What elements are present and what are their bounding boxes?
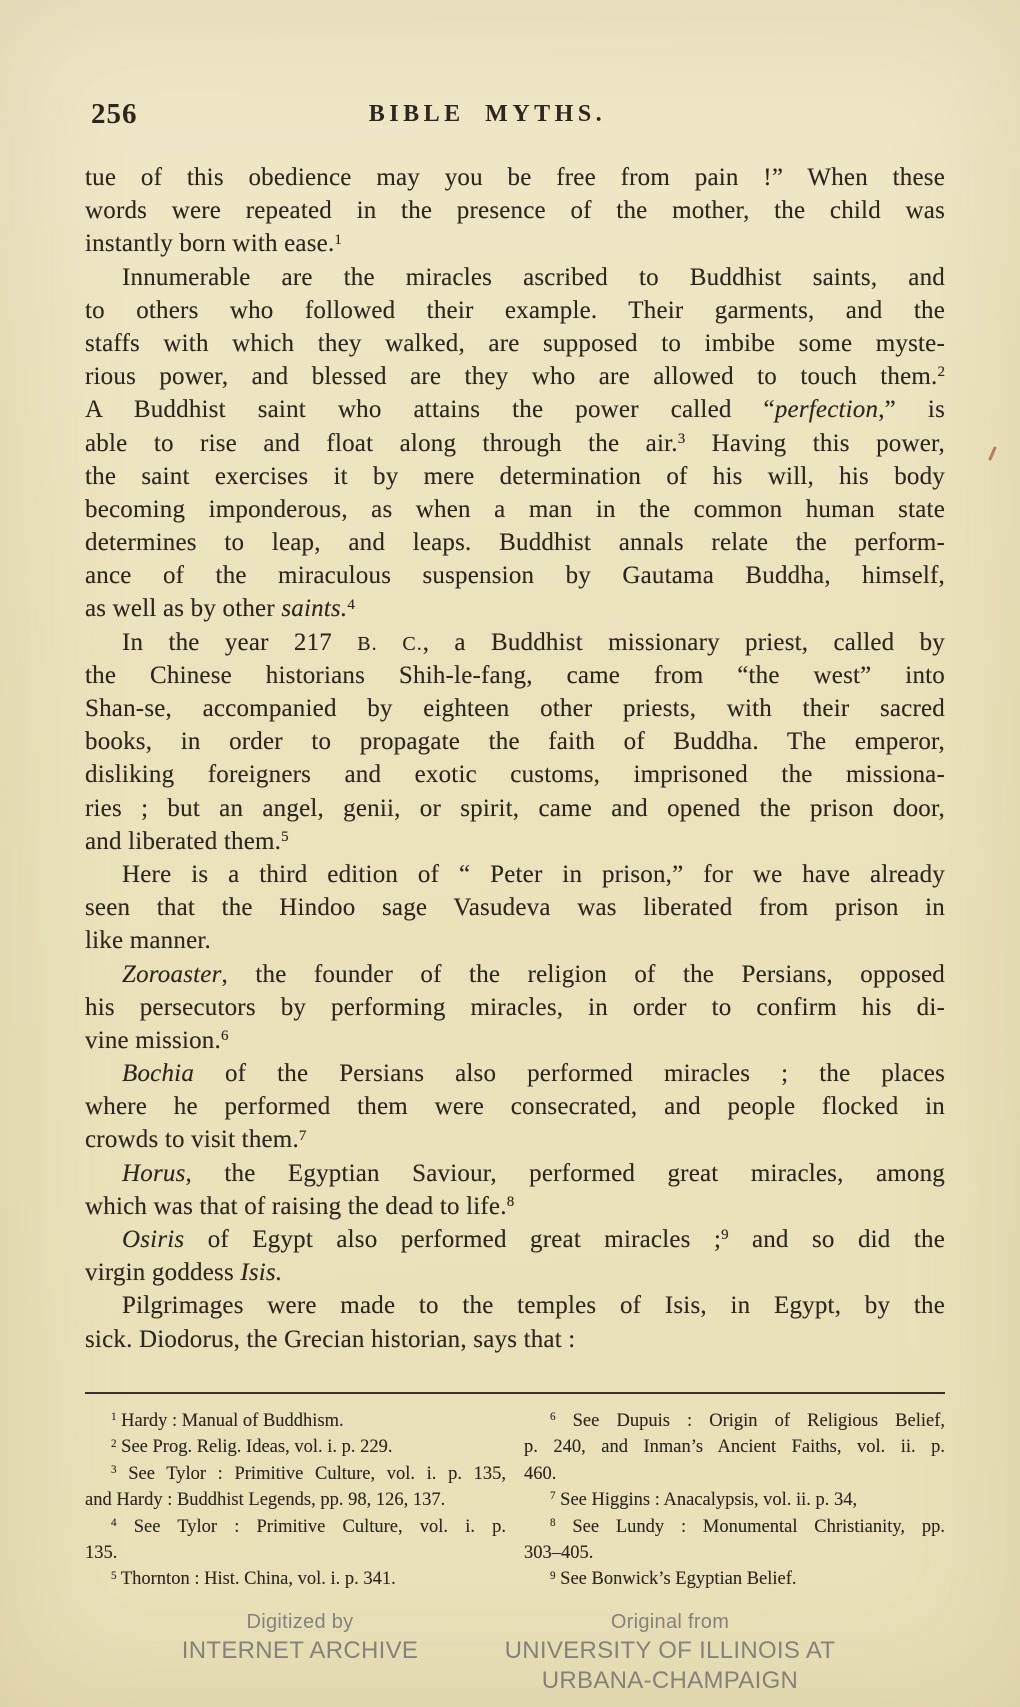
footnote-ref: 5 — [281, 828, 289, 845]
text-segment: instantly born with ease. — [85, 230, 335, 258]
text-segment: Isis. — [240, 1259, 283, 1287]
text-segment: Innumerable are the miracles ascribed to Buddhist saints, and — [122, 263, 945, 291]
text-line — [85, 460, 945, 493]
university-line-1: UNIVERSITY OF ILLINOIS AT — [504, 1637, 836, 1664]
text-line — [85, 1514, 506, 1540]
text-segment: , the founder of the religion of the Persians, opposed — [221, 960, 945, 988]
page-number: 256 — [91, 98, 138, 130]
text-line — [85, 991, 945, 1024]
text-segment: ries ; but an angel, genii, or spirit, came and opened the prison door, — [85, 794, 945, 822]
text-segment: Bochia — [122, 1060, 195, 1088]
text-line — [85, 1123, 945, 1156]
text-line — [85, 1487, 506, 1513]
text-line — [85, 924, 945, 957]
footnote-ref: 3 — [677, 430, 686, 447]
text-segment: the saint exercises it by mere determination of his will, his body — [85, 462, 945, 490]
footnote-ref: 1 — [334, 231, 342, 248]
text-segment: See Dupuis : Origin of Religious Belief, — [555, 1411, 945, 1431]
footnote-ref: 4 — [111, 1516, 117, 1529]
pen-mark — [988, 446, 997, 461]
internet-archive-label: INTERNET ARCHIVE — [181, 1637, 419, 1664]
text-segment: as well as by other — [85, 595, 282, 623]
text-segment: Osiris — [122, 1226, 185, 1253]
text-segment: the Chinese historians Shih-le-fang, came from “the west” into — [85, 661, 945, 689]
text-segment: Horus — [122, 1159, 186, 1187]
text-line — [524, 1514, 945, 1540]
text-segment: disliking foreigners and exotic customs, imprisoned the missiona- — [85, 761, 945, 789]
footnote-separator-rule — [85, 1392, 945, 1394]
text-line — [85, 1190, 945, 1223]
text-segment: p. 240, and Inman’s Ancient Faiths, vol. ii. p. — [524, 1437, 945, 1458]
text-segment: rious power, and blessed are they who are allowed to touch them. — [85, 363, 938, 391]
text-segment: saints. — [281, 595, 348, 623]
text-segment: determines to leap, and leaps. Buddhist annals relate the perform- — [85, 529, 945, 557]
text-segment: , the Egyptian Saviour, performed great miracles, among — [185, 1159, 945, 1187]
text-line — [85, 1057, 945, 1090]
text-line — [85, 592, 945, 625]
text-segment: words were repeated in the presence of the mother, the child was — [85, 197, 945, 225]
text-line — [85, 360, 945, 393]
footnote-ref: 9 — [721, 1227, 729, 1244]
text-line — [85, 526, 945, 559]
text-line — [85, 1223, 945, 1256]
text-line — [85, 1566, 506, 1592]
text-segment: perfection — [774, 396, 879, 424]
footnote-ref: 8 — [506, 1194, 515, 1211]
text-line — [85, 161, 945, 194]
text-line — [524, 1408, 945, 1434]
text-segment: and liberated them. — [85, 827, 282, 855]
text-segment: , a Buddhist missionary priest, called by — [422, 628, 945, 656]
text-segment: vine mission. — [85, 1026, 221, 1054]
text-segment: 303–405. — [524, 1542, 594, 1563]
running-title: BIBLE MYTHS. — [368, 101, 607, 127]
text-segment: seen that the Hindoo sage Vasudeva was liberated from prison in — [85, 894, 945, 922]
text-line — [85, 1289, 945, 1322]
text-line — [85, 659, 945, 692]
text-segment: Zoroaster — [122, 960, 222, 988]
text-line — [85, 692, 945, 725]
text-line — [85, 493, 945, 526]
footnote-ref: 2 — [111, 1437, 117, 1450]
text-segment: and so did the — [728, 1226, 945, 1253]
text-line — [85, 1540, 506, 1566]
text-segment: B. C. — [357, 632, 423, 655]
footnote-ref: 1 — [111, 1411, 117, 1424]
text-line — [524, 1461, 945, 1487]
text-segment: See Bonwick’s Egyptian Belief. — [555, 1569, 797, 1590]
text-line — [85, 1256, 945, 1289]
text-line — [85, 792, 945, 825]
text-line — [85, 1434, 506, 1460]
text-line — [85, 626, 945, 659]
footnote-ref: 6 — [220, 1028, 229, 1045]
text-segment: Thornton : Hist. China, vol. i. p. 341. — [116, 1569, 396, 1590]
text-line — [524, 1566, 945, 1592]
text-line — [85, 194, 945, 227]
page-header — [85, 98, 945, 134]
footnote-ref: 9 — [550, 1569, 556, 1582]
text-segment: sick. Diodorus, the Grecian historian, says that : — [85, 1325, 576, 1353]
footnote-ref: 3 — [111, 1464, 117, 1477]
text-line — [85, 227, 945, 260]
text-segment: Hardy : Manual of Buddhism. — [116, 1411, 344, 1431]
text-segment: Having this power, — [685, 429, 945, 457]
footnotes-right-column — [524, 1408, 945, 1593]
text-segment: A Buddhist saint who attains the power called “ — [85, 396, 775, 424]
text-line — [85, 427, 945, 460]
university-line-2: URBANA-CHAMPAIGN — [541, 1667, 799, 1694]
footnote-ref: 8 — [550, 1516, 556, 1529]
footnote-ref: 4 — [347, 596, 355, 613]
text-line — [524, 1540, 945, 1566]
original-from-stamp — [450, 1608, 890, 1696]
text-line — [524, 1434, 945, 1460]
text-line — [85, 393, 945, 426]
text-segment: of the Persians also performed miracles ; the places — [194, 1060, 945, 1088]
text-line — [85, 825, 945, 858]
text-segment: tue of this obedience may you be free from pain !” When these — [85, 164, 945, 191]
text-line — [85, 294, 945, 327]
digitized-by-label: Digitized by — [246, 1611, 354, 1633]
text-segment: like manner. — [85, 927, 211, 955]
digitized-by-stamp — [150, 1608, 450, 1666]
body-text — [85, 161, 945, 1356]
text-line — [85, 958, 945, 991]
text-segment: staffs with which they walked, are supposed to imbibe some myste- — [85, 329, 945, 357]
text-segment: See Higgins : Anacalypsis, vol. ii. p. 34, — [555, 1490, 858, 1511]
text-line — [85, 1090, 945, 1123]
text-line — [85, 725, 945, 758]
text-line — [85, 559, 945, 592]
footnote-ref: 2 — [937, 364, 945, 381]
text-line — [524, 1487, 945, 1513]
text-line — [85, 758, 945, 791]
text-line — [85, 1157, 945, 1190]
footnote-ref: 6 — [550, 1411, 556, 1424]
text-line — [85, 327, 945, 360]
footnote-ref: 7 — [298, 1127, 307, 1144]
text-segment: becoming imponderous, as when a man in the common human state — [85, 495, 945, 523]
text-line — [85, 891, 945, 924]
text-segment: to others who followed their example. Their garments, and the — [85, 296, 945, 324]
text-segment: which was that of raising the dead to life. — [85, 1192, 507, 1220]
footnote-ref: 5 — [111, 1569, 117, 1582]
text-segment: books, in order to propagate the faith of Buddha. The emperor, — [85, 728, 945, 756]
text-segment: crowds to visit them. — [85, 1126, 299, 1154]
text-line — [85, 261, 945, 294]
text-line — [85, 1461, 506, 1487]
footnotes-section — [85, 1408, 945, 1593]
text-segment: See Prog. Relig. Ideas, vol. i. p. 229. — [116, 1437, 393, 1458]
text-segment: In the year 217 — [122, 628, 358, 656]
text-segment: where he performed them were consecrated, and people flocked in — [85, 1093, 945, 1121]
text-segment: ance of the miraculous suspension by Gautama Buddha, himself, — [85, 562, 945, 590]
text-segment: and Hardy : Buddhist Legends, pp. 98, 126, 137. — [85, 1490, 446, 1511]
text-segment: See Tylor : Primitive Culture, vol. i. p. 135, — [116, 1463, 506, 1484]
text-segment: See Lundy : Monumental Christianity, pp. — [555, 1516, 945, 1537]
text-segment: virgin goddess — [85, 1259, 241, 1287]
text-segment: See Tylor : Primitive Culture, vol. i. p. — [116, 1516, 506, 1537]
text-line — [85, 1323, 945, 1356]
text-segment: 135. — [85, 1542, 118, 1563]
text-line — [85, 1024, 945, 1057]
original-from-label: Original from — [610, 1611, 730, 1633]
text-segment: 460. — [524, 1463, 557, 1484]
footnotes-left-column — [85, 1408, 506, 1593]
text-segment: of Egypt also performed great miracles ; — [184, 1226, 722, 1253]
footnote-ref: 7 — [550, 1490, 556, 1503]
text-segment: ,” is — [878, 396, 945, 424]
text-line — [85, 858, 945, 891]
text-segment: Shan-se, accompanied by eighteen other priests, with their sacred — [85, 695, 945, 722]
text-segment: his persecutors by performing miracles, in order to confirm his di- — [85, 993, 945, 1021]
text-segment: Here is a third edition of “ Peter in prison,” for we have already — [122, 860, 945, 888]
text-segment: able to rise and float along through the air. — [85, 429, 678, 457]
text-line — [85, 1408, 506, 1434]
text-segment: Pilgrimages were made to the temples of Isis, in Egypt, by the — [122, 1292, 945, 1320]
